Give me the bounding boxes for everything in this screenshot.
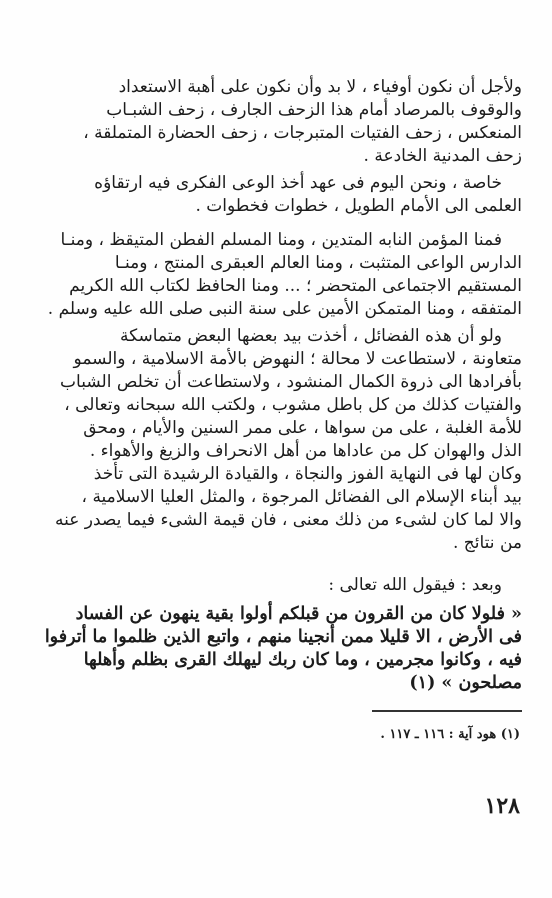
text-line: الدارس الواعى المتثبت ، ومنا العالم العبقرى المنتج ، ومنـا	[114, 253, 522, 273]
quran-quote-line: فيه ، وكانوا مجرمين ، وما كان ربك ليهلك القرى بظلم وأهلها	[83, 650, 522, 670]
text-line: والوقوف بالمرصاد أمام هذا الزحف الجارف ، زحف الشبـاب	[106, 100, 522, 120]
text-line: والفتيات كذلك من كل باطل مشوب ، ولكتب الله سبحانه وتعالى ،	[64, 395, 522, 415]
text-line: من نتائج .	[452, 533, 522, 553]
text-line: ولأجل أن نكون أوفياء ، لا بد وأن نكون على أهبة الاستعداد	[118, 77, 522, 97]
footnote: (١) هود آية : ١١٦ ـ ١١٧ .	[380, 727, 520, 742]
text-line: خاصة ، ونحن اليوم فى عهد أخذ الوعى الفكرى فيه ارتقاؤه	[94, 173, 502, 193]
page-number: ١٢٨	[484, 793, 520, 819]
quran-quote-line: فى الأرض ، الا قليلا ممن أنجينا منهم ، واتبع الذين ظلموا ما أترفوا	[44, 627, 522, 647]
footnote-divider	[372, 710, 522, 712]
text-line: زحف المدنية الخادعة .	[363, 146, 522, 166]
text-line: للأمة الغلبة ، على من سواها ، على ممر السنين والأيام ، ومحق	[83, 418, 522, 438]
text-line: المنعكس ، زحف الفتيات المتبرجات ، زحف الحضارة المتملقة ،	[83, 123, 522, 143]
text-line: الذل والهوان كل من عاداها من أهل الانحراف والزيغ والأهواء .	[89, 441, 522, 461]
text-line: بيد أبناء الإسلام الى الفضائل المرجوة ، والمثل العليا الاسلامية ،	[81, 487, 522, 507]
text-line: المتفقه ، ومنا المتمكن الأمين على سنة النبى صلى الله عليه وسلم .	[47, 299, 522, 319]
text-line: العلمى الى الأمام الطويل ، خطوات فخطوات .	[195, 196, 522, 216]
text-line: والا لما كان لشىء من ذلك معنى ، فان قيمة الشىء فيما يصدر عنه	[54, 510, 522, 530]
quran-quote-line: مصلحون » (١)	[409, 673, 522, 693]
text-line: ولو أن هذه الفضائل ، أخذت بيد بعضها البعض متماسكة	[119, 326, 502, 346]
text-line: المستقيم الاجتماعى المتحضر ؛ ... ومنا الحافظ لكتاب الله الكريم	[69, 276, 522, 296]
text-line: بأفرادها الى ذروة الكمال المنشود ، ولاستطاعت أن تخلص الشباب	[60, 372, 522, 392]
text-line: وكان لها فى النهاية الفوز والنجاة ، والقيادة الرشيدة التى تأخذ	[93, 464, 522, 484]
text-line: متعاونة ، لاستطاعت لا محالة ؛ النهوض بالأمة الاسلامية ، والسمو	[73, 349, 522, 369]
text-line: وبعد : فيقول الله تعالى :	[328, 575, 502, 595]
text-line: فمنا المؤمن النابه المتدين ، ومنا المسلم الفطن المتيقظ ، ومنـا	[60, 230, 502, 250]
quran-quote-line: « فلولا كان من القرون من قبلكم أولوا بقية ينهون عن الفساد	[75, 604, 522, 624]
